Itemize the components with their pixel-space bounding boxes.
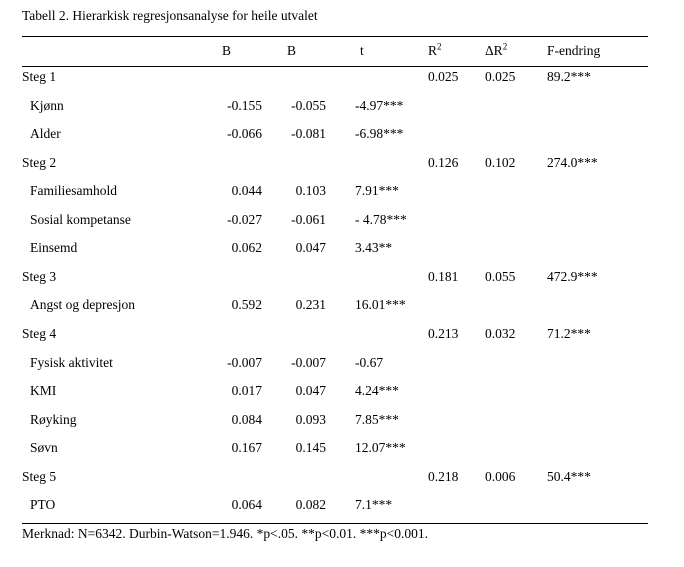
table-row-step xyxy=(0,267,684,287)
cell-t: -0.67 xyxy=(355,354,384,370)
table-row xyxy=(0,96,684,116)
header-b-unstandardized: B xyxy=(222,43,232,58)
row-label: Fysisk aktivitet xyxy=(30,354,113,370)
cell-b-standardized: 0.082 xyxy=(295,497,326,513)
row-label: Steg 5 xyxy=(22,468,57,484)
cell-t: 7.1*** xyxy=(355,497,393,513)
table-header-row xyxy=(0,36,684,66)
header-b-standardized: B xyxy=(287,43,297,58)
cell-delta-r-squared: 0.025 xyxy=(485,69,516,84)
table-row xyxy=(0,495,684,515)
table-row xyxy=(0,438,684,458)
row-label: Kjønn xyxy=(30,97,64,113)
header-r-squared xyxy=(428,36,442,66)
table-row xyxy=(0,210,684,230)
cell-b-unstandardized: 0.167 xyxy=(231,440,262,456)
cell-delta-r-squared: 0.055 xyxy=(485,268,516,284)
table-note: Merknad: N=6342. Durbin-Watson=1.946. *p<.05. **p<0.01. ***p<0.001. xyxy=(22,526,428,541)
cell-b-standardized: 0.103 xyxy=(295,183,326,199)
header-delta-r-squared xyxy=(485,36,507,66)
header-delta-r-squared-sup: 2 xyxy=(502,41,508,52)
cell-b-unstandardized: 0.044 xyxy=(231,183,262,199)
table-row xyxy=(0,295,684,315)
table-row xyxy=(0,124,684,144)
cell-r-squared: 0.181 xyxy=(428,268,459,284)
cell-b-unstandardized: -0.027 xyxy=(227,211,262,227)
cell-b-standardized: 0.145 xyxy=(295,440,326,456)
cell-b-unstandardized: -0.155 xyxy=(227,97,262,113)
row-label: PTO xyxy=(30,497,56,513)
table-row-step xyxy=(0,67,684,87)
table-caption: Tabell 2. Hierarkisk regresjonsanalyse for heile utvalet xyxy=(22,8,318,23)
header-t: t xyxy=(360,43,364,58)
row-label: Familiesamhold xyxy=(30,183,117,199)
cell-delta-r-squared: 0.032 xyxy=(485,325,516,341)
cell-t: -6.98*** xyxy=(355,126,404,142)
row-label: Einsemd xyxy=(30,240,78,256)
cell-f-change: 71.2*** xyxy=(547,325,591,341)
cell-delta-r-squared: 0.102 xyxy=(485,154,516,170)
header-delta-r-squared-text: ΔR xyxy=(485,43,503,58)
cell-t: - 4.78*** xyxy=(355,211,407,227)
table-row xyxy=(0,238,684,258)
cell-t: -4.97*** xyxy=(355,97,404,113)
cell-t: 7.91*** xyxy=(355,183,399,199)
row-label: Steg 3 xyxy=(22,268,57,284)
table-row-step xyxy=(0,324,684,344)
cell-b-standardized: -0.061 xyxy=(291,211,326,227)
cell-r-squared: 0.213 xyxy=(428,325,459,341)
cell-r-squared: 0.126 xyxy=(428,154,459,170)
cell-t: 12.07*** xyxy=(355,440,406,456)
table-row-step xyxy=(0,153,684,173)
cell-b-unstandardized: 0.062 xyxy=(231,240,262,256)
cell-b-unstandardized: 0.017 xyxy=(231,383,262,399)
row-label: Sosial kompetanse xyxy=(30,211,131,227)
table-bottom-rule xyxy=(22,523,648,524)
cell-t: 16.01*** xyxy=(355,297,406,313)
table-row xyxy=(0,381,684,401)
cell-f-change: 472.9*** xyxy=(547,268,598,284)
table-row xyxy=(0,410,684,430)
row-label: Røyking xyxy=(30,411,77,427)
cell-t: 3.43** xyxy=(355,240,393,256)
cell-b-unstandardized: 0.064 xyxy=(231,497,262,513)
header-r-squared-sup: 2 xyxy=(437,41,442,52)
cell-b-standardized: -0.055 xyxy=(291,97,326,113)
cell-f-change: 274.0*** xyxy=(547,154,598,170)
cell-b-standardized: -0.007 xyxy=(291,354,326,370)
row-label: Steg 1 xyxy=(22,69,57,84)
row-label: KMI xyxy=(30,383,57,399)
cell-b-standardized: 0.047 xyxy=(295,240,326,256)
table-row xyxy=(0,181,684,201)
table-row xyxy=(0,353,684,373)
cell-b-unstandardized: 0.592 xyxy=(231,297,262,313)
cell-b-unstandardized: -0.007 xyxy=(227,354,262,370)
cell-b-standardized: 0.047 xyxy=(295,383,326,399)
cell-t: 7.85*** xyxy=(355,411,399,427)
header-r-squared-text: R xyxy=(428,43,438,58)
row-label: Steg 2 xyxy=(22,154,57,170)
cell-b-unstandardized: -0.066 xyxy=(227,126,262,142)
cell-f-change: 50.4*** xyxy=(547,468,591,484)
cell-t: 4.24*** xyxy=(355,383,399,399)
cell-b-standardized: 0.093 xyxy=(295,411,326,427)
row-label: Steg 4 xyxy=(22,325,57,341)
row-label: Angst og depresjon xyxy=(30,297,135,313)
cell-b-unstandardized: 0.084 xyxy=(231,411,262,427)
cell-r-squared: 0.025 xyxy=(428,69,459,84)
cell-r-squared: 0.218 xyxy=(428,468,459,484)
cell-f-change: 89.2*** xyxy=(547,69,591,84)
row-label: Alder xyxy=(30,126,61,142)
cell-b-standardized: -0.081 xyxy=(291,126,326,142)
row-label: Søvn xyxy=(30,440,58,456)
header-f-change: F-endring xyxy=(547,43,601,58)
table-row-step xyxy=(0,467,684,487)
cell-delta-r-squared: 0.006 xyxy=(485,468,516,484)
cell-b-standardized: 0.231 xyxy=(295,297,326,313)
